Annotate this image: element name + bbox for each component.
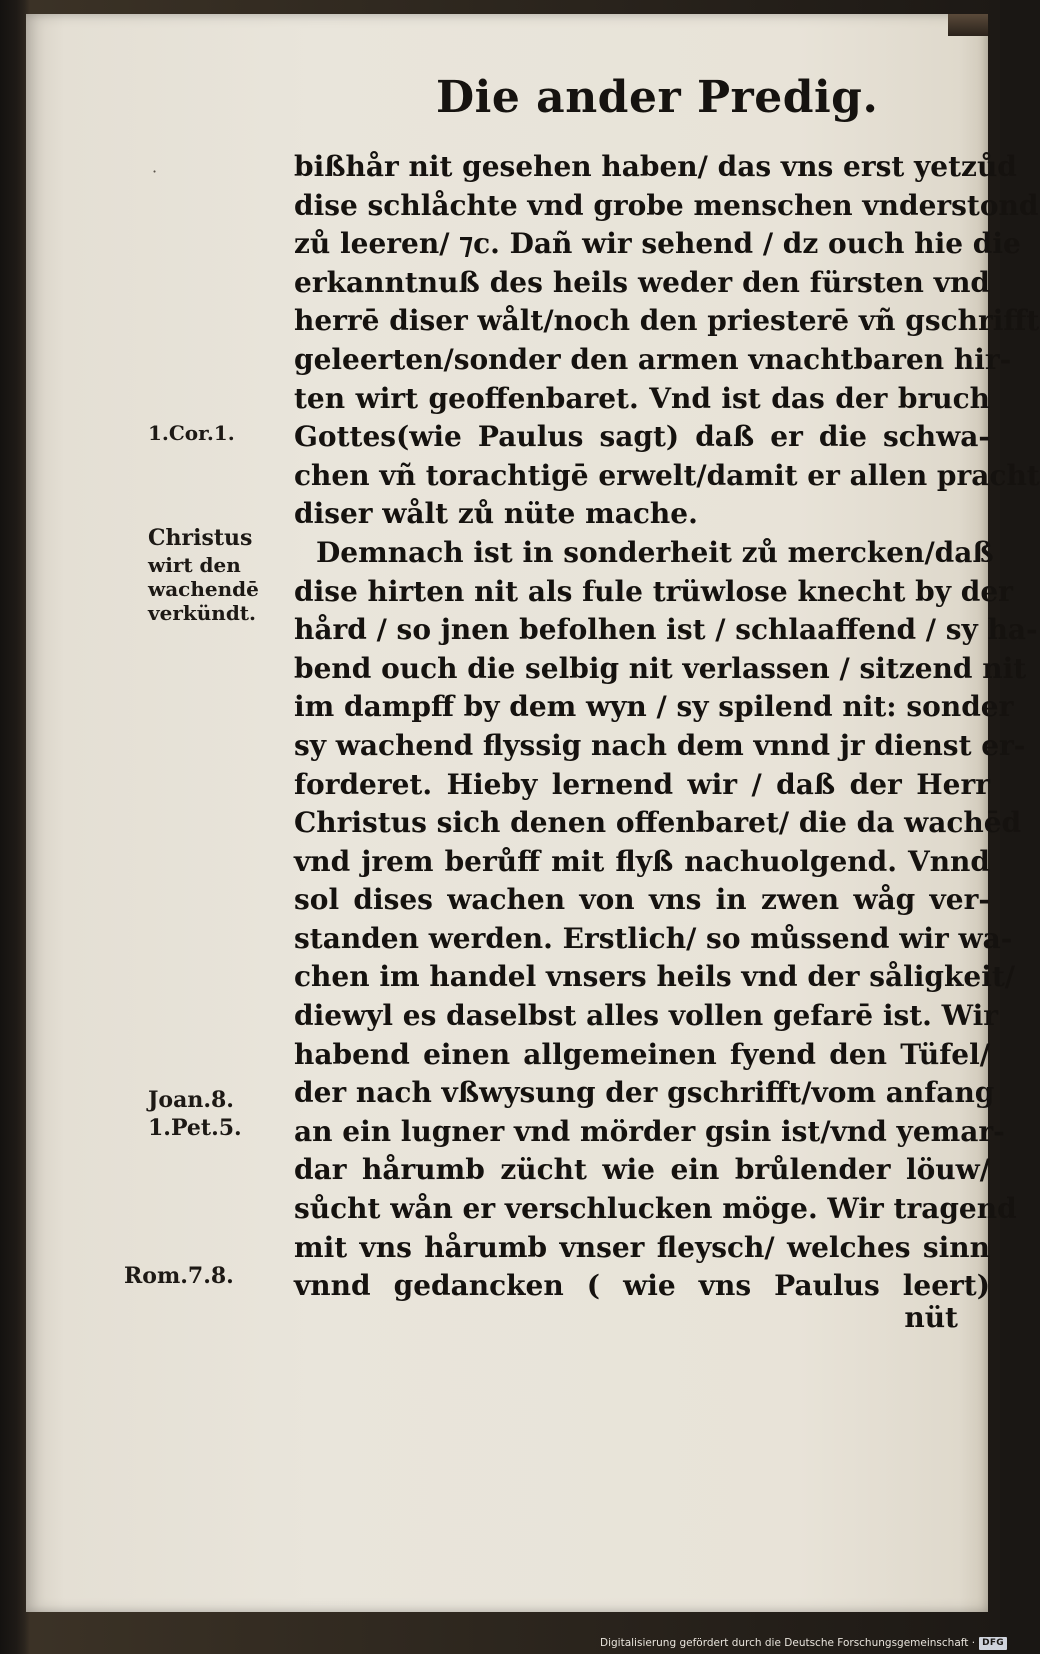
margin-note-christus-3: wachendē: [148, 577, 259, 601]
text-line: sy wachend flyssig nach dem vnnd jr dienst er-: [294, 728, 1026, 762]
text-line: herrē diser wålt/noch den priesterē vñ gschrifft: [294, 304, 1040, 338]
dfg-logo: DFG: [979, 1637, 1007, 1650]
text-line: Christus sich denen offenbaret/ die da wachēd: [294, 806, 1022, 840]
text-line: diewyl es daselbst alles vollen gefarē ist. Wir: [294, 999, 999, 1033]
text-line: erkanntnuß des heils weder den fürsten vnd: [294, 265, 990, 299]
text-line: chen im handel vnsers heils vnd der såligkeit/: [294, 960, 1016, 994]
text-line: chen vñ torachtigē erwelt/damit er allen pracht: [294, 458, 1040, 492]
text-line: vnd jrem berůff mit flyß nachuolgend. Vnnd: [294, 844, 990, 878]
main-text: [294, 148, 1040, 1306]
digitization-footer: [600, 1634, 1007, 1652]
text-line: vnnd gedancken ( wie vns Paulus leert): [294, 1269, 990, 1303]
text-line: dar hårumb zücht wie ein brůlender löuw/: [294, 1153, 990, 1187]
footer-credit: Digitalisierung gefördert durch die Deutsche Forschungsgemeinschaft ·: [600, 1637, 976, 1649]
text-line: an ein lugner vnd mörder gsin ist/vnd yemar-: [294, 1114, 1005, 1148]
text-line: Demnach ist in sonderheit zů mercken/daß: [316, 535, 994, 569]
book-page: [26, 14, 1040, 1612]
text-line: geleerten/sonder den armen vnachtbaren hir-: [294, 342, 1012, 376]
text-line: bißhår nit gesehen haben/ das vns erst yetzůd: [294, 150, 1017, 183]
text-line: im dampff by dem wyn / sy spilend nit: sonder: [294, 690, 1014, 724]
margin-note-christus-2: wirt den: [148, 553, 241, 577]
text-line: forderet. Hieby lernend wir / daß der Herr: [294, 767, 990, 801]
catchword: nüt: [904, 1301, 958, 1334]
text-line: bend ouch die selbig nit verlassen / sitzend nit: [294, 651, 1027, 685]
text-line: habend einen allgemeinen fyend den Tüfel/: [294, 1037, 990, 1071]
text-line: zů leeren/ ⁊c. Dañ wir sehend / dz ouch hie die: [294, 227, 1021, 261]
margin-note-rom: Rom.7.8.: [124, 1263, 234, 1289]
text-line: Gottes(wie Paulus sagt) daß er die schwa-: [294, 420, 990, 454]
text-line: hård / so jnen befolhen ist / schlaaffend / sy ha-: [294, 613, 1038, 647]
margin-note-cor: 1.Cor.1.: [148, 421, 235, 445]
margin-note-christus-4: verkündt.: [148, 601, 257, 625]
text-line: sol dises wachen von vns in zwen wåg ver-: [294, 883, 990, 917]
text-line: ten wirt geoffenbaret. Vnd ist das der bruch: [294, 381, 990, 415]
text-line: der nach vßwysung der gschrifft/vom anfang: [294, 1076, 995, 1110]
margin-note-christus-1: Christus: [148, 525, 253, 551]
running-head: Die ander Predig.: [436, 72, 879, 123]
text-line: diser wålt zů nüte mache.: [294, 497, 698, 531]
margin-note-joan: Joan.8.: [148, 1087, 234, 1113]
text-line: dise schlåchte vnd grobe menschen vnderstond: [294, 188, 1039, 222]
text-line: sůcht wån er verschlucken möge. Wir tragend: [294, 1192, 1017, 1226]
text-line: dise hirten nit als fule trüwlose knecht by der: [294, 574, 1013, 608]
text-line: standen werden. Erstlich/ so můssend wir wa-: [294, 921, 1013, 955]
margin-note-pet: 1.Pet.5.: [148, 1115, 242, 1141]
text-line: mit vns hårumb vnser fleysch/ welches sinn: [294, 1230, 990, 1264]
page-corner-shadow: [948, 14, 988, 36]
margin-mark: ·: [152, 162, 158, 181]
